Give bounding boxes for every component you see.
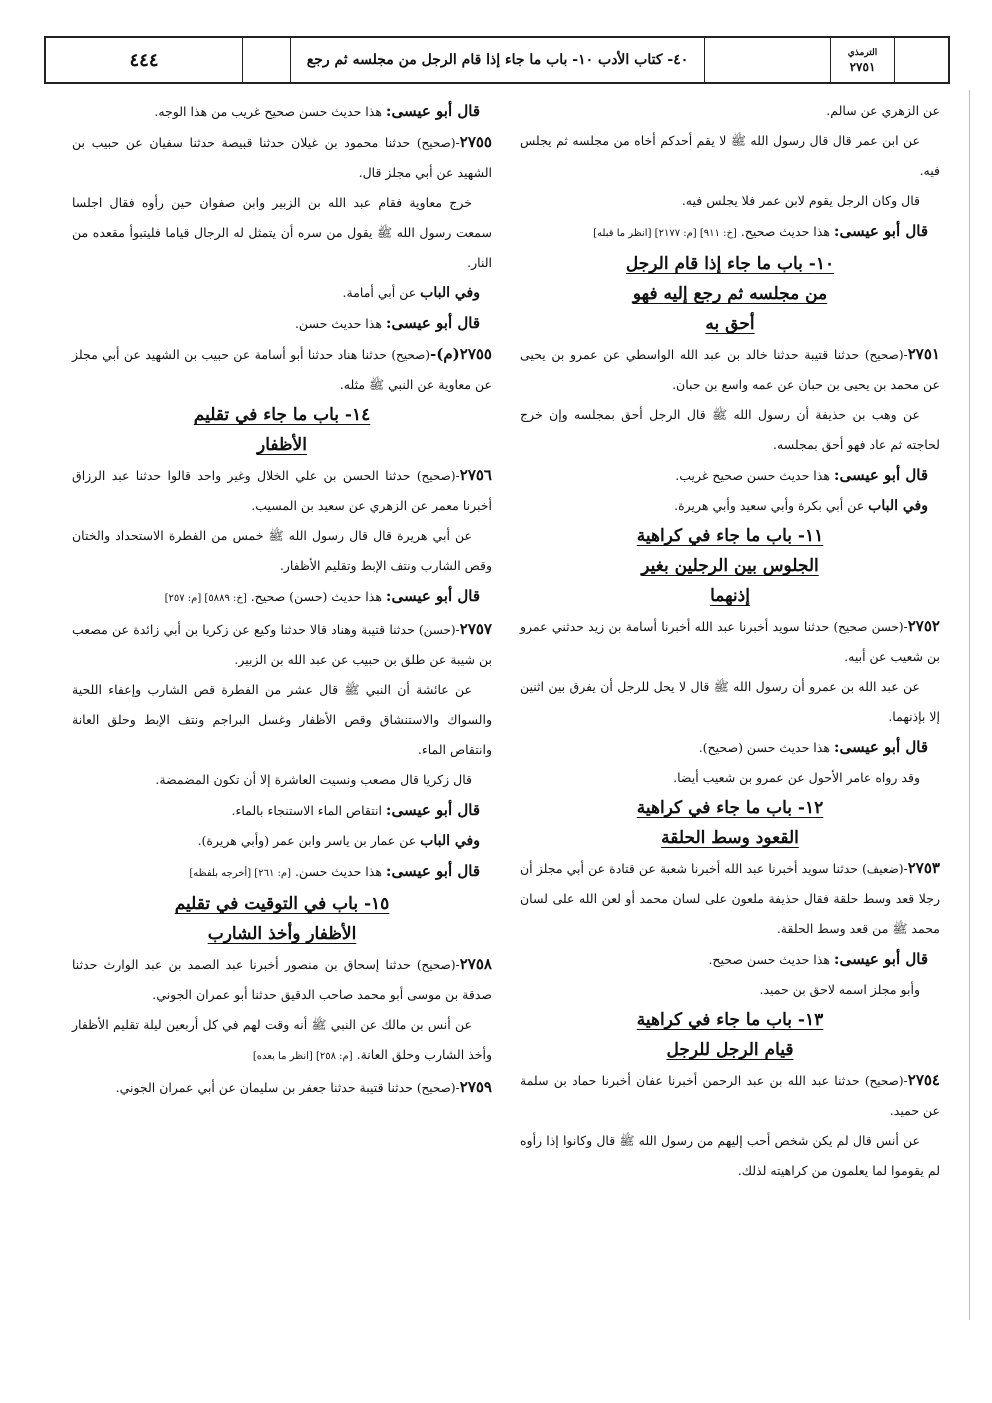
text-paragraph: قال وكان الرجل يقوم لابن عمر فلا يجلس فيه. <box>681 193 920 208</box>
text-paragraph: عن ابن عمر قال قال رسول الله ﷺ لا يقم أحدكم أخاه من مجلسه ثم يجلس فيه. <box>520 133 940 178</box>
commentary-line: قال أبو عيسى: هذا حديث حسن (صحيح). <box>698 738 928 756</box>
hadith-range: ٢٧٥١ <box>849 60 876 74</box>
header-spacer <box>242 38 290 82</box>
chapter-heading: ١٠- باب ما جاء إذا قام الرجل من مجلسه ثم رجع إليه فهو أحق به <box>625 254 835 334</box>
hadith-paragraph: ٢٧٥٩-(صحيح) حدثنا قتيبة حدثنا جعفر بن سليمان عن أبي عمران الجوني. <box>115 1078 492 1096</box>
commentary-line: قال أبو عيسى: هذا حديث حسن صحيح غريب من هذا الوجه. <box>154 102 480 120</box>
hadith-paragraph: ٢٧٥٥-(صحيح) حدثنا محمود بن غيلان حدثنا قبيصة حدثنا سفيان عن حبيب بن الشهيد عن أبي مجلز قال. <box>72 133 492 180</box>
commentary-line: قال أبو عيسى: هذا حديث حسن صحيح غريب. <box>675 466 928 484</box>
margin-rule <box>969 90 970 1320</box>
commentary-line: قال أبو عيسى: هذا حديث حسن صحيح. <box>708 950 928 968</box>
commentary-line: قال أبو عيسى: هذا حديث حسن. [م: ٢٦١] [أخرجه بلفظه] <box>189 862 480 880</box>
chapter-heading: ١٢- باب ما جاء في كراهية القعود وسط الحلقة <box>636 798 824 848</box>
right-column <box>520 96 940 1186</box>
commentary-line: قال أبو عيسى: انتقاص الماء الاستنجاء بالماء. <box>231 801 480 819</box>
hadith-matn: عن أنس قال لم يكن شخص أحب إليهم من رسول الله ﷺ قال وكانوا إذا رأوه لم يقوموا لما يعلمون من كراهيته لذلك. <box>520 1133 940 1178</box>
text-paragraph: وقد رواه عامر الأحول عن عمرو بن شعيب أيضا. <box>673 770 920 785</box>
chapter-heading: ١٥- باب في التوقيت في تقليم الأظفار وأخذ الشارب <box>174 894 390 944</box>
running-title: ٤٠- كتاب الأدب ١٠- باب ما جاء إذا قام الرجل من مجلسه ثم رجع <box>290 38 704 82</box>
hadith-paragraph: ٢٧٥٦-(صحيح) حدثنا الحسن بن علي الخلال وغير واحد قالوا حدثنا عبد الرزاق أخبرنا معمر عن الزهري عن سعيد بن المسيب. <box>72 466 492 513</box>
book-label <box>830 38 894 82</box>
hadith-matn: خرج معاوية فقام عبد الله بن الزبير وابن صفوان حين رأوه فقال اجلسا سمعت رسول الله ﷺ يقول من سره أن يتمثل له الرجال قياما فليتبوأ مقعده من النار. <box>72 195 492 270</box>
hadith-paragraph: ٢٧٥٨-(صحيح) حدثنا إسحاق بن منصور أخبرنا عبد الصمد بن عبد الوارث حدثنا صدقة بن موسى أبو محمد صاحب الدقيق حدثنا أبو عمران الجوني. <box>72 955 492 1002</box>
text-paragraph: وأبو مجلز اسمه لاحق بن حميد. <box>759 982 920 997</box>
hadith-matn: عن عائشة أن النبي ﷺ قال عشر من الفطرة قص الشارب وإعفاء اللحية والسواك والاستنشاق وقص الأظفار وغسل البراجم ونتف الإبط وحلق العانة وانتقاص الماء. <box>72 682 492 757</box>
hadith-paragraph: ٢٧٥٣-(ضعيف) حدثنا سويد أخبرنا عبد الله أخبرنا شعبة عن قتادة عن أبي مجلز أن رجلا قعد وسط حلقة فقال حذيفة ملعون على لسان محمد أو لعن الله على لسان محمد ﷺ من قعد وسط الحلقة. <box>520 859 940 936</box>
commentary-line: وفي الباب عن أبي أمامة. <box>342 285 480 301</box>
hadith-paragraph: ٢٧٥٢-(حسن صحيح) حدثنا سويد أخبرنا عبد الله أخبرنا أسامة بن زيد حدثني عمرو بن شعيب عن أبيه. <box>520 617 940 664</box>
chapter-heading: ١٣- باب ما جاء في كراهية قيام الرجل للرجل <box>636 1010 824 1060</box>
hadith-paragraph: ٢٧٥١-(صحيح) حدثنا قتيبة حدثنا خالد بن عبد الله الواسطي عن عمرو بن يحيى عن محمد بن يحيى بن حبان عن عمه واسع بن حبان. <box>520 345 940 392</box>
hadith-matn: عن وهب بن حذيفة أن رسول الله ﷺ قال الرجل أحق بمجلسه وإن خرج لحاجته ثم عاد فهو أحق بمجلسه. <box>520 407 940 452</box>
commentary-line: قال أبو عيسى: هذا حديث (حسن) صحيح. [خ: ٥٨٨٩] [م: ٢٥٧] <box>164 587 480 605</box>
chapter-heading: ١١- باب ما جاء في كراهية الجلوس بين الرجلين بغير إذنهما <box>636 526 824 606</box>
commentary-line: وفي الباب عن عمار بن ياسر وابن عمر (وأبي هريرة). <box>197 833 480 849</box>
hadith-matn: عن عبد الله بن عمرو أن رسول الله ﷺ قال لا يحل للرجل أن يفرق بين اثنين إلا بإذنهما. <box>520 679 940 724</box>
hadith-matn: عن أنس بن مالك عن النبي ﷺ أنه وقت لهم في كل أربعين ليلة تقليم الأظفار وأخذ الشارب وحلق العانة. [م: ٢٥٨] [انظر ما بعده] <box>72 1017 492 1062</box>
text-paragraph: قال زكريا قال مصعب ونسيت العاشرة إلا أن تكون المضمضة. <box>155 772 472 787</box>
commentary-line: قال أبو عيسى: هذا حديث صحيح. [خ: ٩١١] [م: ٢١٧٧] [انظر ما قبله] <box>593 222 928 240</box>
header-spacer <box>894 38 948 82</box>
book-name: الترمذي <box>847 48 878 58</box>
page-header <box>44 36 950 84</box>
commentary-line: قال أبو عيسى: هذا حديث حسن. <box>294 314 480 332</box>
commentary-line: وفي الباب عن أبي بكرة وأبي سعيد وأبي هريرة. <box>674 498 928 514</box>
hadith-paragraph: ٢٧٥٥(م)-(صحيح) حدثنا هناد حدثنا أبو أسامة عن حبيب بن الشهيد عن أبي مجلز عن معاوية عن النبي ﷺ مثله. <box>72 345 492 392</box>
left-column <box>72 96 492 1103</box>
page-number: ٤٤٤ <box>129 49 159 71</box>
hadith-paragraph: ٢٧٥٧-(حسن) حدثنا قتيبة وهناد قالا حدثنا وكيع عن زكريا بن أبي زائدة عن مصعب بن شيبة عن طلق بن حبيب عن عبد الله بن الزبير. <box>72 620 492 667</box>
text-paragraph: عن الزهري عن سالم. <box>826 103 940 118</box>
hadith-paragraph: ٢٧٥٤-(صحيح) حدثنا عبد الله بن عبد الرحمن أخبرنا عفان أخبرنا حماد بن سلمة عن حميد. <box>520 1071 940 1118</box>
chapter-heading: ١٤- باب ما جاء في تقليم الأظفار <box>193 405 371 455</box>
hadith-matn: عن أبي هريرة قال قال رسول الله ﷺ خمس من الفطرة الاستحداد والختان وقص الشارب ونتف الإبط وتقليم الأظفار. <box>72 528 492 573</box>
header-spacer <box>704 38 830 82</box>
